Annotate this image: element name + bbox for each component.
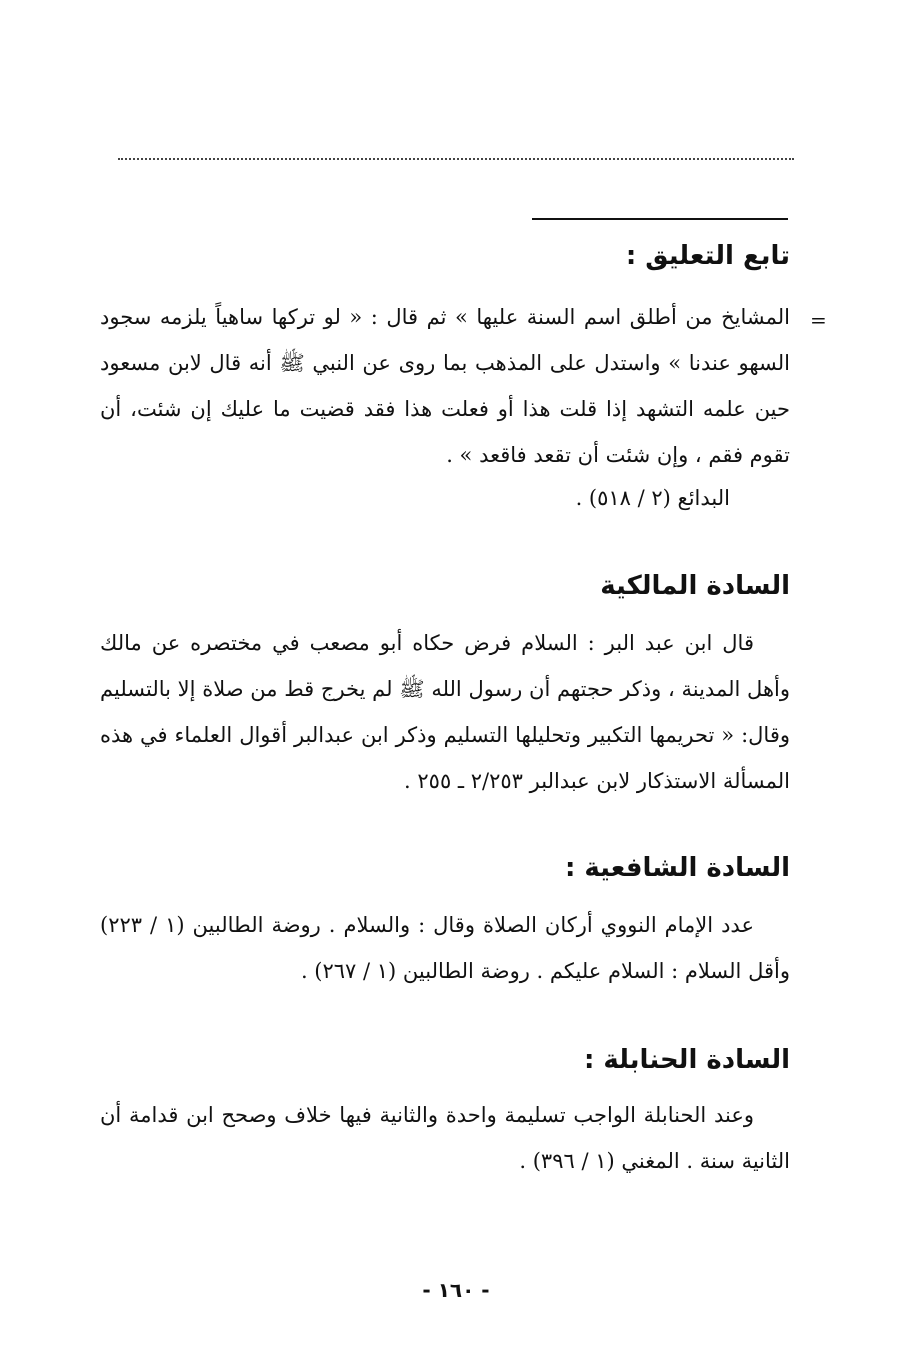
- continuation-source: البدائع (٢ / ٥١٨) .: [575, 486, 730, 510]
- continuation-marker: =: [810, 308, 827, 332]
- dotted-separator: [118, 158, 794, 160]
- maliki-paragraph: قال ابن عبد البر : السلام فرض حكاه أبو مصعب في مختصره عن مالك وأهل المدينة ، وذكر حجتهم أن رسول الله ﷺ لم يخرج قط من صلاة إلا بالتسليم وقال: « تحريمها التكبير وتحليلها التسليم وذكر ابن عبدالبر أقوال العلماء في هذه المسألة الاستذكار لابن عبدالبر ٢/٢٥٣ ـ ٢٥٥ .: [100, 631, 790, 793]
- maliki-heading: السادة المالكية: [600, 571, 790, 601]
- hanbali-paragraph: وعند الحنابلة الواجب تسليمة واحدة والثانية فيها خلاف وصحح ابن قدامة أن الثانية سنة . المغني (١ / ٣٩٦) .: [100, 1103, 790, 1173]
- page-number: - ١٦٠ -: [422, 1278, 490, 1302]
- continuation-heading: تابع التعليق :: [625, 241, 790, 271]
- hanbali-heading: السادة الحنابلة :: [583, 1045, 790, 1075]
- shafii-paragraph: عدد الإمام النووي أركان الصلاة وقال : والسلام . روضة الطالبين (١ / ٢٢٣) وأقل السلام : السلام عليكم . روضة الطالبين (١ / ٢٦٧) .: [100, 913, 790, 983]
- continuation-paragraph: المشايخ من أطلق اسم السنة عليها » ثم قال : « لو تركها ساهياً يلزمه سجود السهو عندنا » واستدل على المذهب بما روى عن النبي ﷺ أنه قال لابن مسعود حين علمه التشهد إذا قلت هذا أو فعلت هذا فقد قضيت ما عليك إن شئت، أن تقوم فقم ، وإن شئت أن تقعد فاقعد » .: [100, 305, 790, 467]
- footnote-rule: [532, 218, 788, 220]
- shafii-heading: السادة الشافعية :: [564, 853, 790, 883]
